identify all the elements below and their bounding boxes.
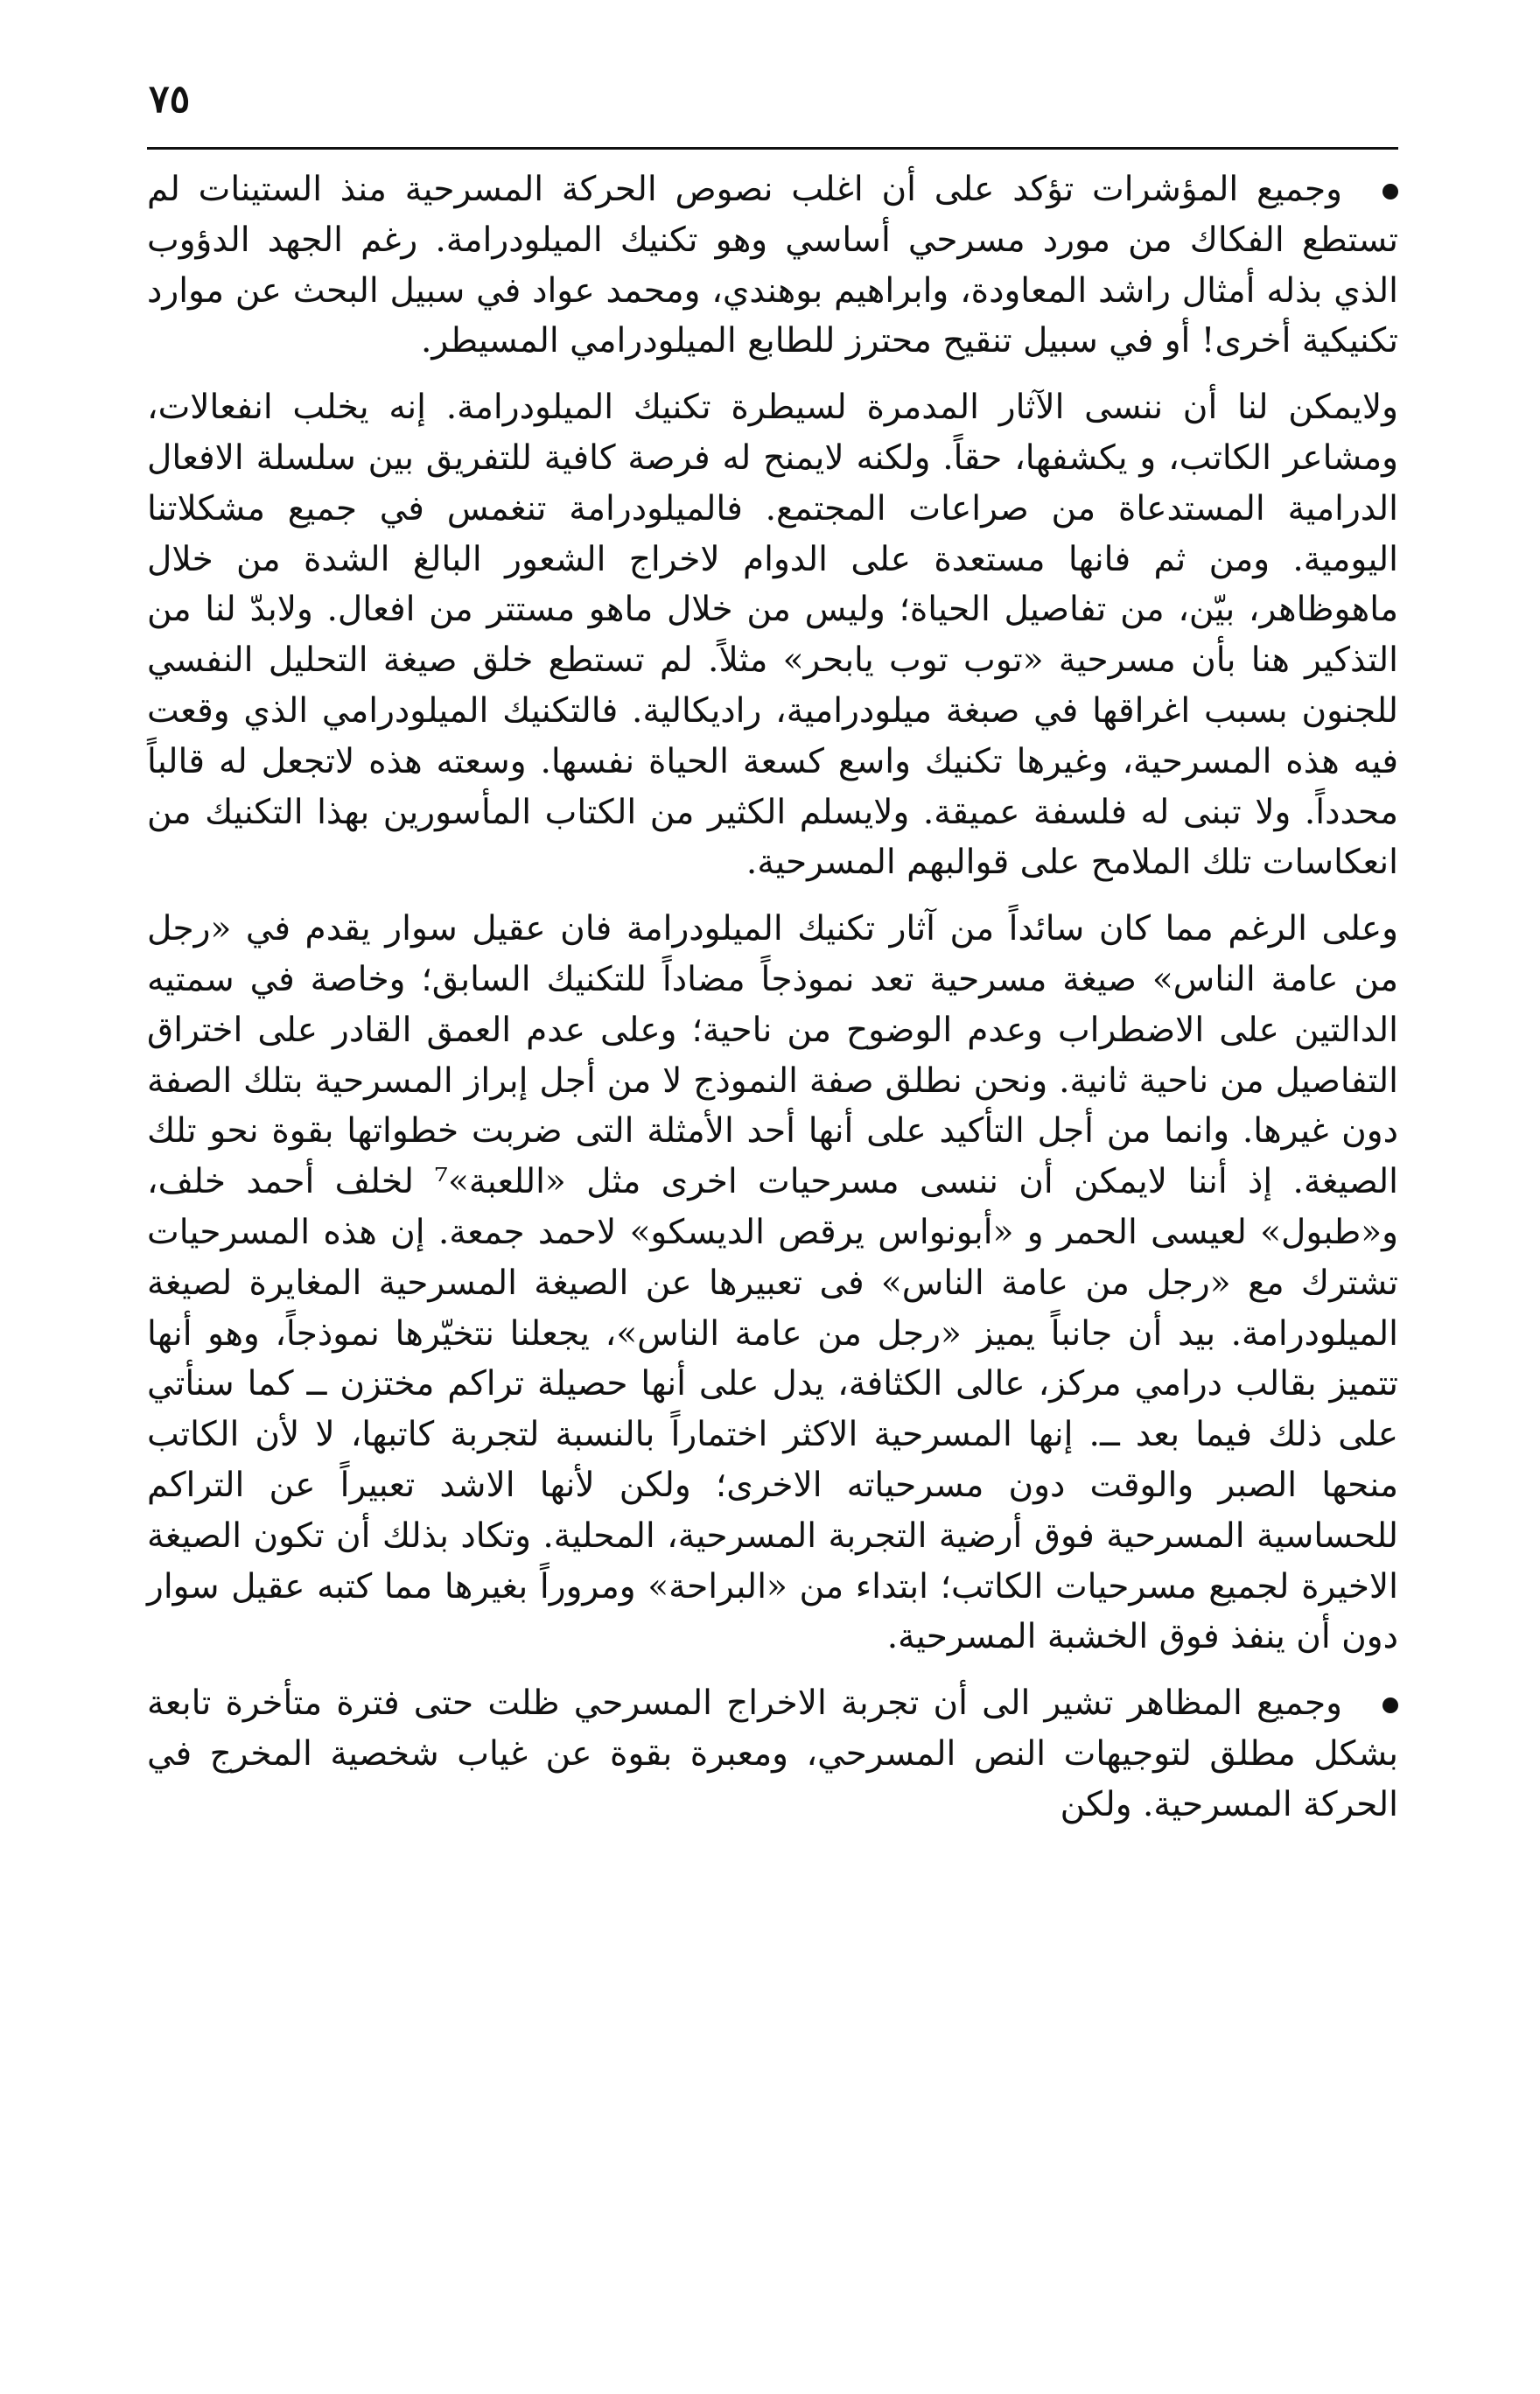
paragraph-2 — [147, 382, 1398, 888]
paragraph-text: وعلى الرغم مما كان سائداً من آثار تكنيك الميلودرامة فان عقيل سوار يقدم في «رجل من عامة الناس» صيغة مسرحية تعد نموذجاً مضاداً للتكنيك السابق؛ وخاصة في سمتيه الدالتين على الاضطراب وعدم الوضوح من ناحية؛ وعلى عدم العمق القادر على اختراق التفاصيل من ناحية ثانية. ونحن نطلق صفة النموذج لا من أجل إبراز المسرحية بتلك الصفة دون غيرها. وانما من أجل التأكيد على أنها أحد الأمثلة التى ضربت خطواتها بقوة نحو تلك الصيغة. إذ أننا لايمكن أن ننسى مسرحيات اخرى مثل «اللعبة»⁷ لخلف أحمد خلف، و«طبول» لعيسى الحمر و «أبونواس يرقص الديسكو» لاحمد جمعة. إن هذه المسرحيات تشترك مع «رجل من عامة الناس» فى تعبيرها عن الصيغة المسرحية المغايرة لصيغة الميلودرامة. بيد أن جانباً يميز «رجل من عامة الناس»، يجعلنا نتخيّرها نموذجاً، وهو أنها تتميز بقالب درامي مركز، عالى الكثافة، يدل على أنها حصيلة تراكم مختزن ــ كما سنأتي على ذلك فيما بعد ــ. إنها المسرحية الاكثر اختماراً بالنسبة لتجربة كاتبها، لا لأن الكاتب منحها الصبر والوقت دون مسرحياته الاخرى؛ ولكن لأنها الاشد تعبيراً عن التراكم للحساسية المسرحية فوق أرضية التجربة المسرحية، المحلية. وتكاد بذلك أن تكون الصيغة الاخيرة لجميع مسرحيات الكاتب؛ ابتداء من «البراحة» ومروراً بغيرها مما كتبه عقيل سوار دون أن ينفذ فوق الخشبة المسرحية. — [147, 909, 1398, 1657]
paragraph-3 — [147, 904, 1398, 1662]
page-body — [147, 164, 1398, 1830]
paragraph-1 — [147, 164, 1398, 367]
paragraph-text: وجميع المظاهر تشير الى أن تجربة الاخراج المسرحي ظلت حتى فترة متأخرة تابعة بشكل مطلق لتوجيهات النص المسرحي، ومعبرة بقوة عن غياب شخصية المخرج في الحركة المسرحية. ولكن — [147, 1684, 1398, 1824]
paragraph-4 — [147, 1678, 1398, 1830]
paragraph-text: ولايمكن لنا أن ننسى الآثار المدمرة لسيطرة تكنيك الميلودرامة. إنه يخلب انفعالات، ومشاعر الكاتب، و يكشفها، حقاً. ولكنه لايمنح له فرصة كافية للتفريق بين سلسلة الافعال الدرامية المستدعاة من صراعات المجتمع. فالميلودرامة تنغمس في جميع مشكلاتنا اليومية. ومن ثم فانها مستعدة على الدوام لاخراج الشعور البالغ الشدة من خلال ماهوظاهر، بيّن، من تفاصيل الحياة؛ وليس من خلال ماهو مستتر من افعال. ولابدّ لنا من التذكير هنا بأن مسرحية «توب توب يابحر» مثلاً. لم تستطع خلق صيغة التحليل النفسي للجنون بسبب اغراقها في صبغة ميلودرامية، راديكالية. فالتكنيك الميلودرامي الذي وقعت فيه هذه المسرحية، وغيرها تكنيك واسع كسعة الحياة نفسها. وسعته هذه لاتجعل له قالباً محدداً. ولا تبنى له فلسفة عميقة. ولايسلم الكثير من الكتاب المأسورين بهذا التكنيك من انعكاسات تلك الملامح على قوالبهم المسرحية. — [147, 388, 1398, 883]
bullet-icon — [1382, 1698, 1398, 1713]
header-rule — [147, 147, 1398, 150]
paragraph-text: وجميع المؤشرات تؤكد على أن اغلب نصوص الحركة المسرحية منذ الستينات لم تستطع الفكاك من مورد مسرحي أساسي وهو تكنيك الميلودرامة. رغم الجهد الدؤوب الذي بذله أمثال راشد المعاودة، وابراهيم بوهندي، ومحمد عواد في سبيل البحث عن موارد تكنيكية أخرى! أو في سبيل تنقيح محترز للطابع الميلودرامي المسيطر. — [147, 170, 1398, 361]
page-number: ٧٥ — [149, 77, 191, 122]
bullet-icon — [1382, 184, 1398, 200]
